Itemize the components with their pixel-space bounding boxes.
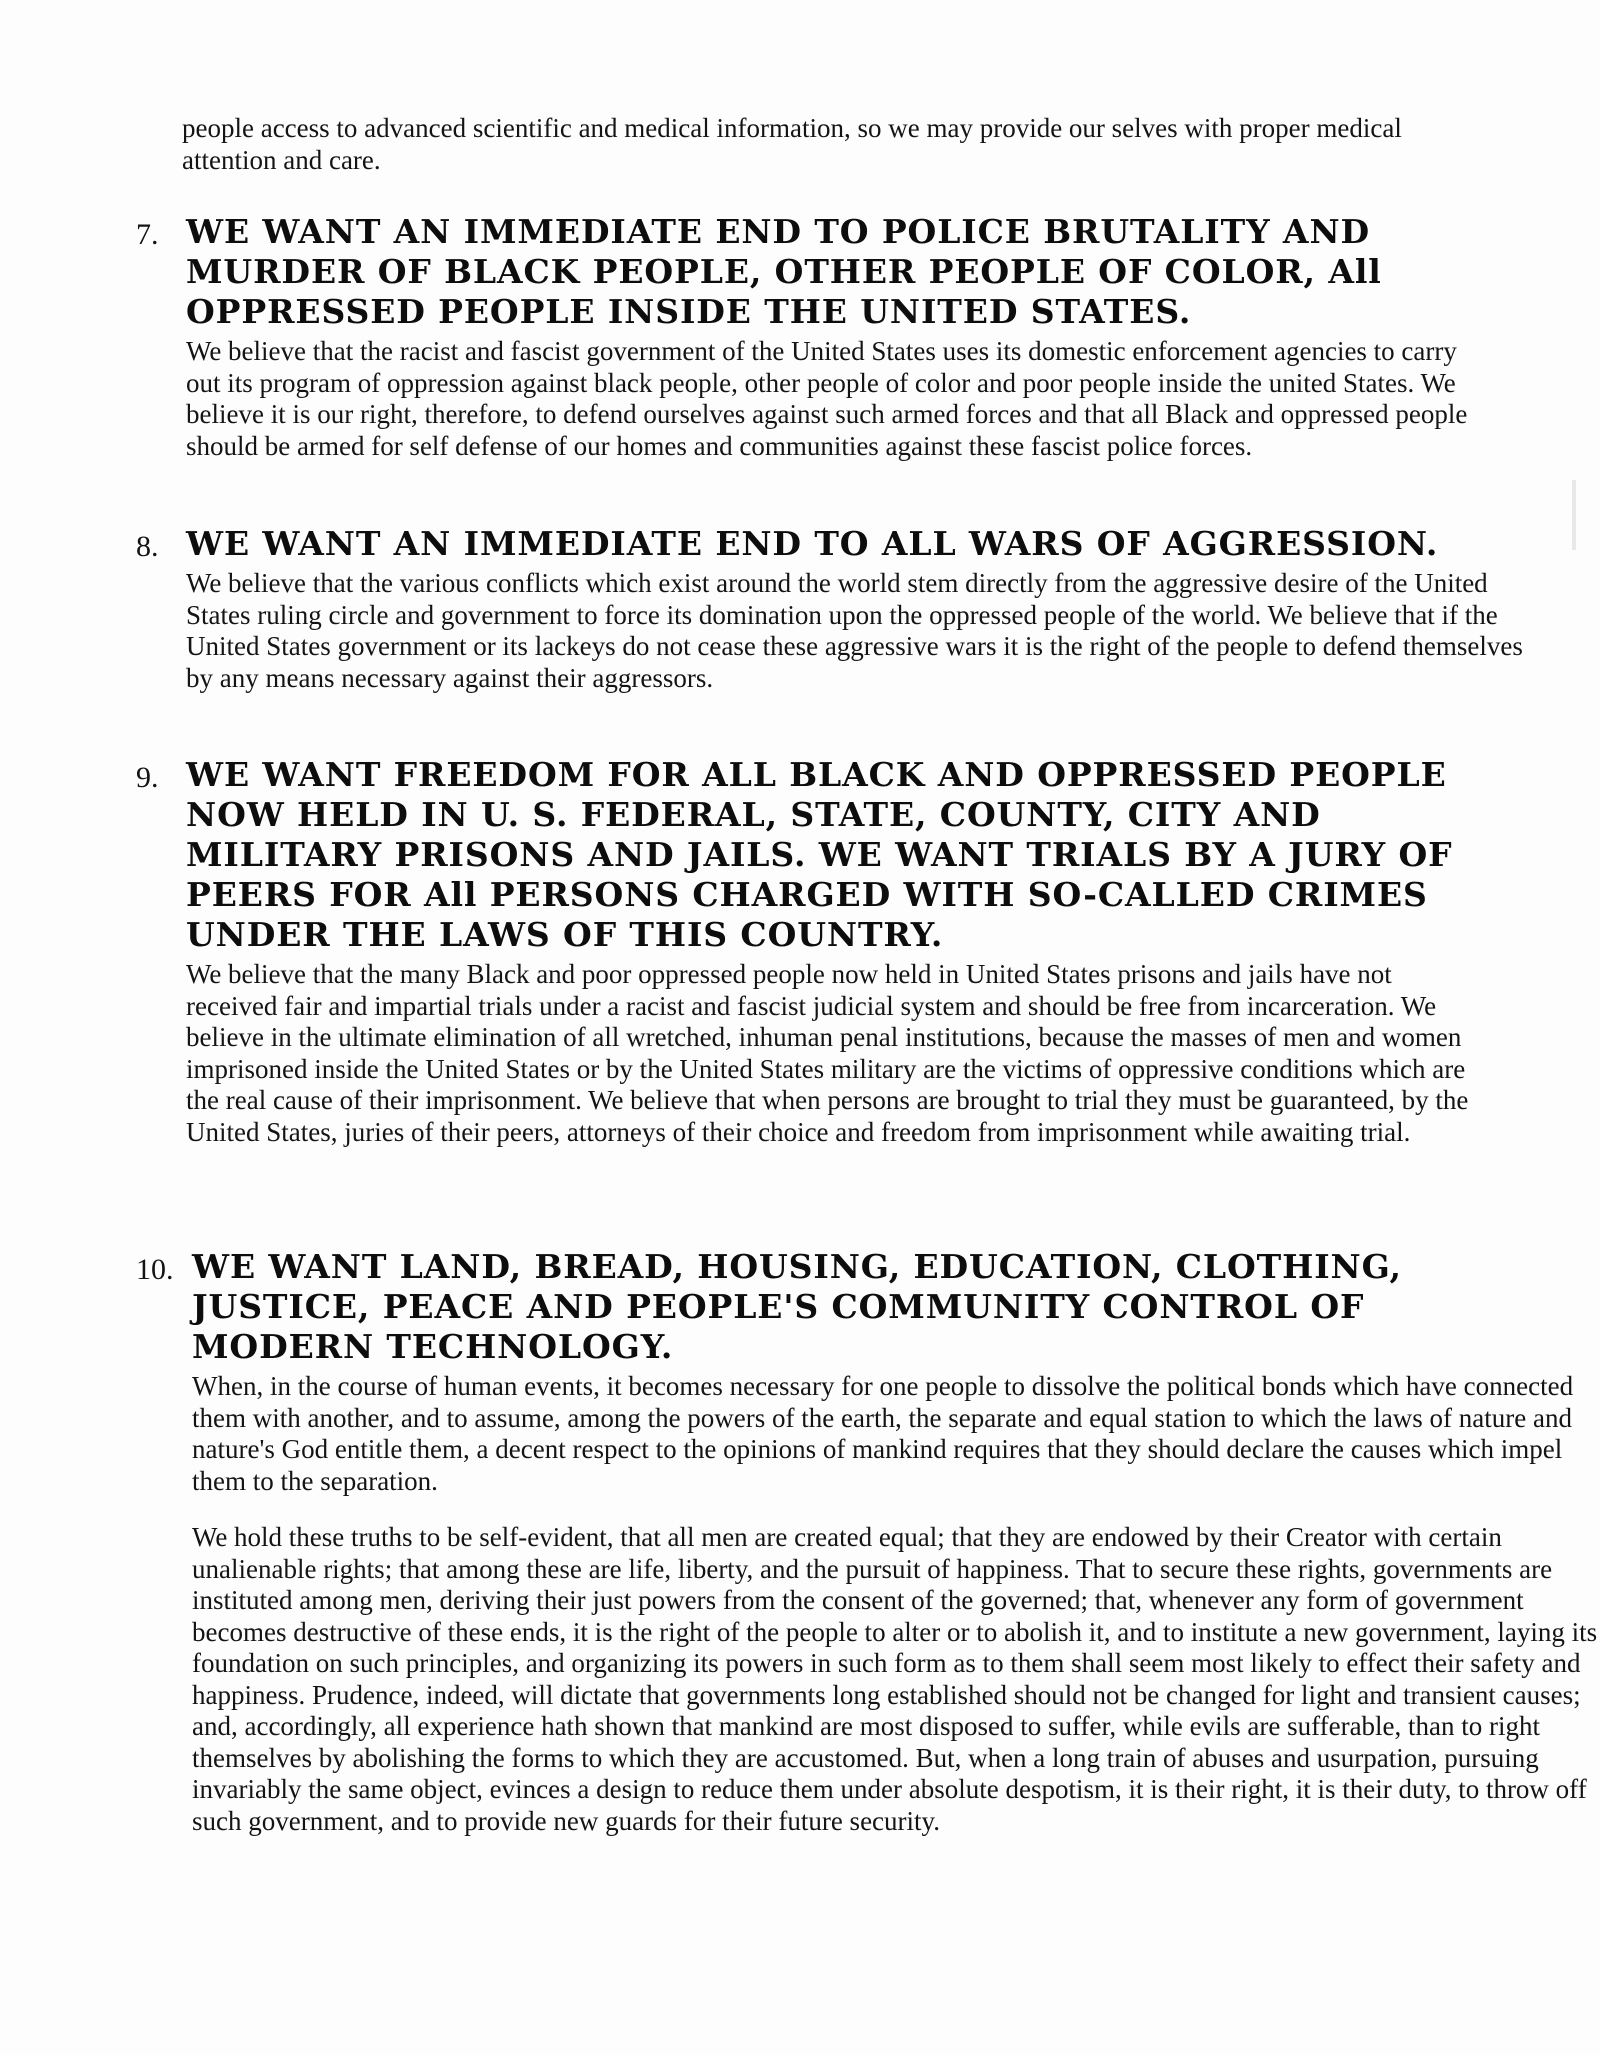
section-number: 10. xyxy=(136,1253,174,1286)
section-9 xyxy=(136,755,1476,1148)
section-heading: WE WANT FREEDOM FOR ALL BLACK AND OPPRESSED PEOPLE NOW HELD IN U. S. FEDERAL, STATE, COUNTY, CITY AND MILITARY PRISONS AND JAILS. WE WANT TRIALS BY A JURY OF PEERS FOR All PERSONS CHARGED WITH SO-CALLED CRIMES UNDER THE LAWS OF THIS COUNTRY. xyxy=(186,755,1453,954)
section-8 xyxy=(136,524,1523,694)
scan-edge-shadow xyxy=(1572,480,1576,550)
section-number: 8. xyxy=(136,530,159,563)
section-paragraph: We believe that the various conflicts which exist around the world stem directly from the aggressive desire of the United States ruling circle and government to force its domination upon the oppressed people of the world. We believe that if the United States government or its lackeys do not cease these aggressive wars it is the right of the people to defend themselves by any means necessary against their aggressors. xyxy=(186,568,1523,693)
section-paragraph: We believe that the racist and fascist government of the United States uses its domestic enforcement agencies to carry out its program of oppression against black people, other people of color and poor people inside the united States. We believe it is our right, therefore, to defend ourselves against such armed forces and that all Black and oppressed people should be armed for self defense of our homes and communities against these fascist police forces. xyxy=(186,336,1468,461)
section-heading: WE WANT AN IMMEDIATE END TO POLICE BRUTALITY AND MURDER OF BLACK PEOPLE, OTHER PEOPLE OF COLOR, All OPPRESSED PEOPLE INSIDE THE UNITED STATES. xyxy=(186,212,1382,331)
intro-paragraph: people access to advanced scientific and medical information, so we may provide our selves with proper medical attention and care. xyxy=(182,113,1402,175)
section-paragraph: When, in the course of human events, it becomes necessary for one people to dissolve the political bonds which have connected them with another, and to assume, among the powers of the earth, the separate and equal station to which the laws of nature and nature's God entitle them, a decent respect to the opinions of mankind requires that they should declare the causes which impel them to the separation. xyxy=(192,1371,1574,1496)
section-heading: WE WANT AN IMMEDIATE END TO ALL WARS OF AGGRESSION. xyxy=(186,524,1439,563)
section-7 xyxy=(136,212,1476,462)
section-number: 7. xyxy=(136,218,159,251)
section-heading: WE WANT LAND, BREAD, HOUSING, EDUCATION, CLOTHING, JUSTICE, PEACE AND PEOPLE'S COMMUNITY CONTROL OF MODERN TECHNOLOGY. xyxy=(192,1247,1402,1366)
section-10 xyxy=(136,1247,1598,1837)
section-paragraph: We hold these truths to be self-evident, that all men are created equal; that they are endowed by their Creator with certain unalienable rights; that among these are life, liberty, and the pursuit of happiness. That to secure these rights, governments are instituted among men, deriving their just powers from the consent of the governed; that, whenever any form of government becomes destructive of these ends, it is the right of the people to alter or to abolish it, and to institute a new government, laying its foundation on such principles, and organizing its powers in such form as to them shall seem most likely to effect their safety and happiness. Prudence, indeed, will dictate that governments long established should not be changed for light and transient causes; and, accordingly, all experience hath shown that mankind are most disposed to suffer, while evils are sufferable, than to right themselves by abolishing the forms to which they are accustomed. But, when a long train of abuses and usurpation, pursuing invariably the same object, evinces a design to reduce them under absolute despotism, it is their right, it is their duty, to throw off such government, and to provide new guards for their future security. xyxy=(192,1522,1598,1836)
section-number: 9. xyxy=(136,761,159,794)
section-paragraph: We believe that the many Black and poor oppressed people now held in United States prisons and jails have not received fair and impartial trials under a racist and fascist judicial system and should be free from incarceration. We believe in the ultimate elimination of all wretched, inhuman penal institutions, because the masses of men and women imprisoned inside the United States or by the United States military are the victims of oppressive conditions which are the real cause of their imprisonment. We believe that when persons are brought to trial they must be guaranteed, by the United States, juries of their peers, attorneys of their choice and freedom from imprisonment while awaiting trial. xyxy=(186,959,1469,1147)
